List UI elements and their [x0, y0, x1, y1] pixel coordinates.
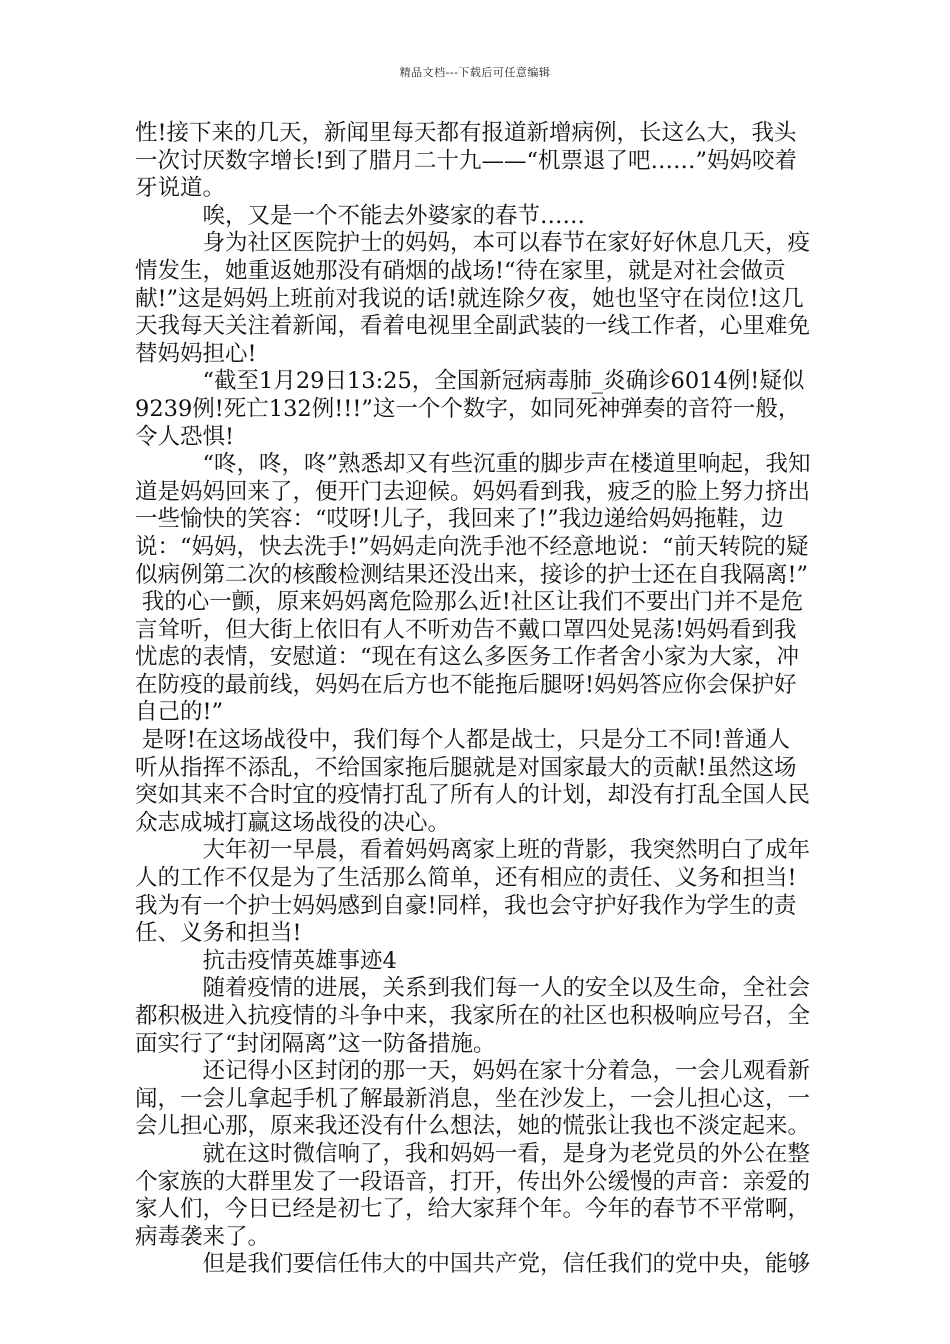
paragraph-9: 随着疫情的进展，关系到我们每一人的安全以及生命，全社会都积极进入抗疫情的斗争中来，我家所在的社区也积极响应号召，全面实行了“封闭隔离”这一防备措施。	[135, 975, 811, 1057]
page-header: 精品文档---下载后可任意编辑	[399, 66, 551, 79]
paragraph-6: 我的心一颤，原来妈妈离危险那么近!社区让我们不要出门并不是危言耸听，但大街上依旧有人不听劝告不戴口罩四处晃荡!妈妈看到我忧虑的表情，安慰道：“现在有这么多医务工作者舍小家为大家，冲在防疫的最前线，妈妈在后方也不能拖后腿呀!妈妈答应你会保护好自己的!”	[135, 589, 804, 726]
paragraph-7: 是呀!在这场战役中，我们每个人都是战士，只是分工不同!普通人听从指挥不添乱，不给国家拖后腿就是对国家最大的贡献!虽然这场突如其来不合时宜的疫情打乱了所有人的计划，却没有打乱全国人民众志成城打赢这场战役的决心。	[135, 727, 811, 836]
document-body	[135, 120, 811, 1279]
paragraph-2: 唉，又是一个不能去外婆家的春节……	[202, 202, 586, 229]
section-heading: 抗击疫情英雄事迹4	[202, 947, 397, 974]
paragraph-11: 就在这时微信响了，我和妈妈一看，是身为老党员的外公在整个家族的大群里发了一段语音，打开，传出外公缓慢的声音：亲爱的家人们，今日已经是初七了，给大家拜个年。今年的春节不平常啊，病毒袭来了。	[135, 1140, 811, 1250]
paragraph-10: 还记得小区封闭的那一天，妈妈在家十分着急，一会儿观看新闻，一会儿拿起手机了解最新消息，坐在沙发上，一会儿担心这，一会儿担心那，原来我还没有什么想法，她的慌张让我也不淡定起来。	[135, 1058, 811, 1140]
paragraph-3: 身为社区医院护士的妈妈，本可以春节在家好好休息几天，疫情发生，她重返她那没有硝烟的战场!“待在家里，就是对社会做贡献!”这是妈妈上班前对我说的话!就连除夕夜，她也坚守在岗位!这几天我每天关注着新闻，看着电视里全副武装的一线工作者，心里难免替妈妈担心!	[135, 230, 811, 367]
paragraph-5: “咚，咚，咚”熟悉却又有些沉重的脚步声在楼道里响起，我知道是妈妈回来了，便开门去迎候。妈妈看到我，疲乏的脸上努力挤出一些愉快的笑容：“哎呀!儿子，我回来了!”我边递给妈妈拖鞋，边说：“妈妈，快去洗手!”妈妈走向洗手池不经意地说：“前天转院的疑似病例第二次的核酸检测结果还没出来，接诊的护士还在自我隔离!”	[135, 451, 811, 588]
paragraph-8: 大年初一早晨，看着妈妈离家上班的背影，我突然明白了成年人的工作不仅是为了生活那么简单，还有相应的责任、义务和担当!我为有一个护士妈妈感到自豪!同样，我也会守护好我作为学生的责任、义务和担当!	[135, 837, 811, 947]
paragraph-12: 但是我们要信任伟大的中国共产党，信任我们的党中央，能够	[202, 1251, 811, 1278]
paragraph-1: 性!接下来的几天，新闻里每天都有报道新增病例，长这么大，我头一次讨厌数字增长!到了腊月二十九——“机票退了吧……”妈妈咬着牙说道。	[135, 120, 798, 202]
paragraph-4: “截至1月29日13:25，全国新冠病毒肺_炎确诊6014例!疑似9239例!死亡132例!!!”这一个个数字，如同死神弹奏的音符一般，令人恐惧!	[135, 368, 805, 450]
